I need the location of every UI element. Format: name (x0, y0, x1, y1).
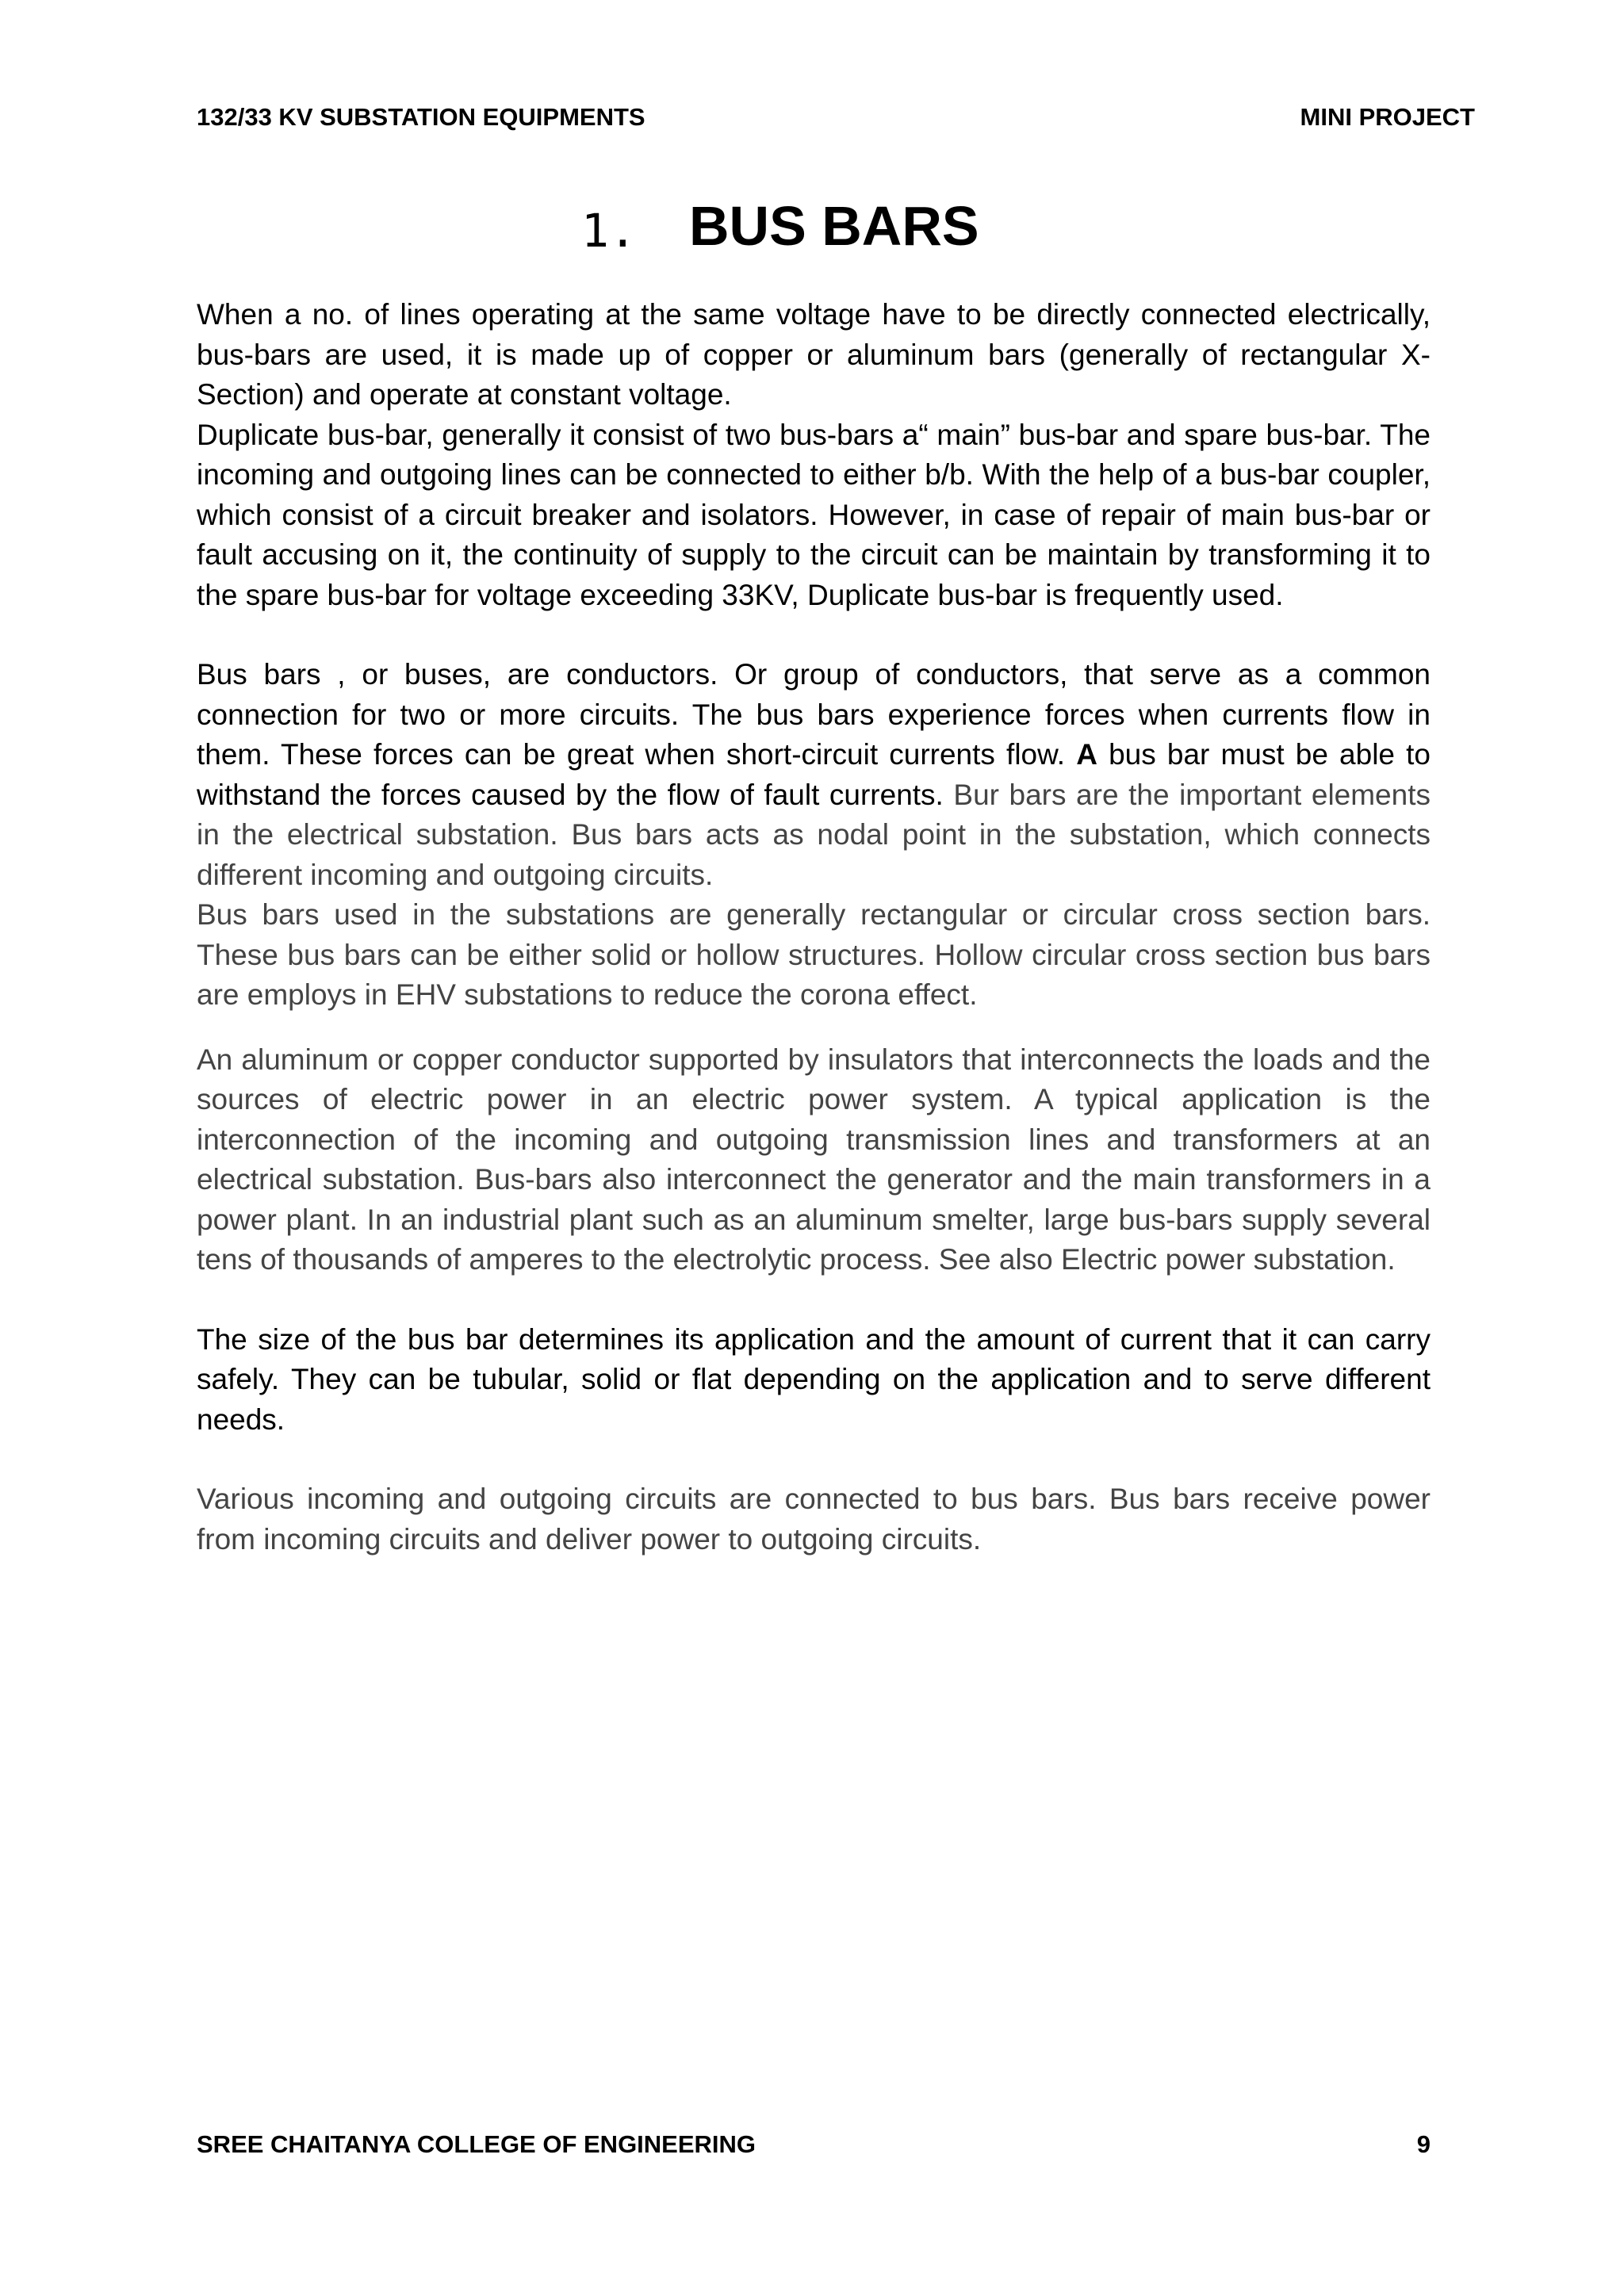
paragraph-bus-bar-forces-bold: A (1076, 738, 1097, 771)
section-number: 1. (581, 204, 637, 258)
paragraph-bus-bar-forces (197, 655, 1431, 895)
paragraph-bus-bar-forces-text-2: bus bar must be able to withstand the forces caused by the flow of fault currents. (197, 738, 1431, 811)
section-title: BUS BARS (689, 195, 979, 257)
paragraph-definition: When a no. of lines operating at the same voltage have to be directly connected electrically, bus-bars are used, it is made up of copper or aluminum bars (generally of rectangular X-Section) and operate at constant voltage. (197, 298, 1431, 411)
paragraph-cross-section: Bus bars used in the substations are generally rectangular or circular cross section bars. These bus bars can be either solid or hollow structures. Hollow circular cross section bus bars are employs in EHV substations to reduce the corona effect. (197, 898, 1431, 1011)
body-text (197, 295, 1431, 1559)
paragraph-bus-bar-forces-text: Bus bars , or buses, are conductors. Or group of conductors, that serve as a common connection for two or more circuits. The bus bars experience forces when currents flow in them. These forces can be great when short-circuit currents flow. (197, 658, 1431, 771)
page-header (197, 101, 1475, 133)
paragraph-incoming-outgoing: Various incoming and outgoing circuits are connected to bus bars. Bus bars receive power from incoming circuits and deliver power to outgoing circuits. (197, 1483, 1431, 1556)
paragraph-duplicate-bus-bar: Duplicate bus-bar, generally it consist of two bus-bars a“ main” bus-bar and spare bus-bar. The incoming and outgoing lines can be connected to either b/b. With the help of a bus-bar coupler, which consist of a circuit breaker and isolators. However, in case of repair of main bus-bar or fault accusing on it, the continuity of supply to the circuit can be maintain by transforming it to the spare bus-bar for voltage exceeding 33KV, Duplicate bus-bar is frequently used. (197, 418, 1431, 611)
footer-college-name: SREE CHAITANYA COLLEGE OF ENGINEERING (197, 2130, 756, 2158)
page-footer (197, 2129, 1431, 2160)
paragraph-bus-bar-forces-text-3: Bur bars are the important elements in the electrical substation. Bus bars acts as nodal point in the substation, which connects different incoming and outgoing circuits. (197, 778, 1431, 891)
paragraph-aluminum-conductor: An aluminum or copper conductor supported by insulators that interconnects the loads and the sources of electric power in an electric power system. A typical application is the interconnection of the incoming and outgoing transmission lines and transformers at an electrical substation. Bus-bars also interconnect the generator and the main transformers in a power plant. In an industrial plant such as an aluminum smelter, large bus-bars supply several tens of thousands of amperes to the electrolytic process. See also Electric power substation. (197, 1043, 1431, 1276)
header-document-title: 132/33 KV SUBSTATION EQUIPMENTS (197, 103, 645, 131)
page-number: 9 (1416, 2130, 1431, 2158)
section-heading (0, 190, 1624, 270)
header-project-label: MINI PROJECT (1300, 103, 1475, 131)
paragraph-bus-bar-size: The size of the bus bar determines its application and the amount of current that it can carry safely. They can be tubular, solid or flat depending on the application and to serve different needs. (197, 1322, 1431, 1436)
